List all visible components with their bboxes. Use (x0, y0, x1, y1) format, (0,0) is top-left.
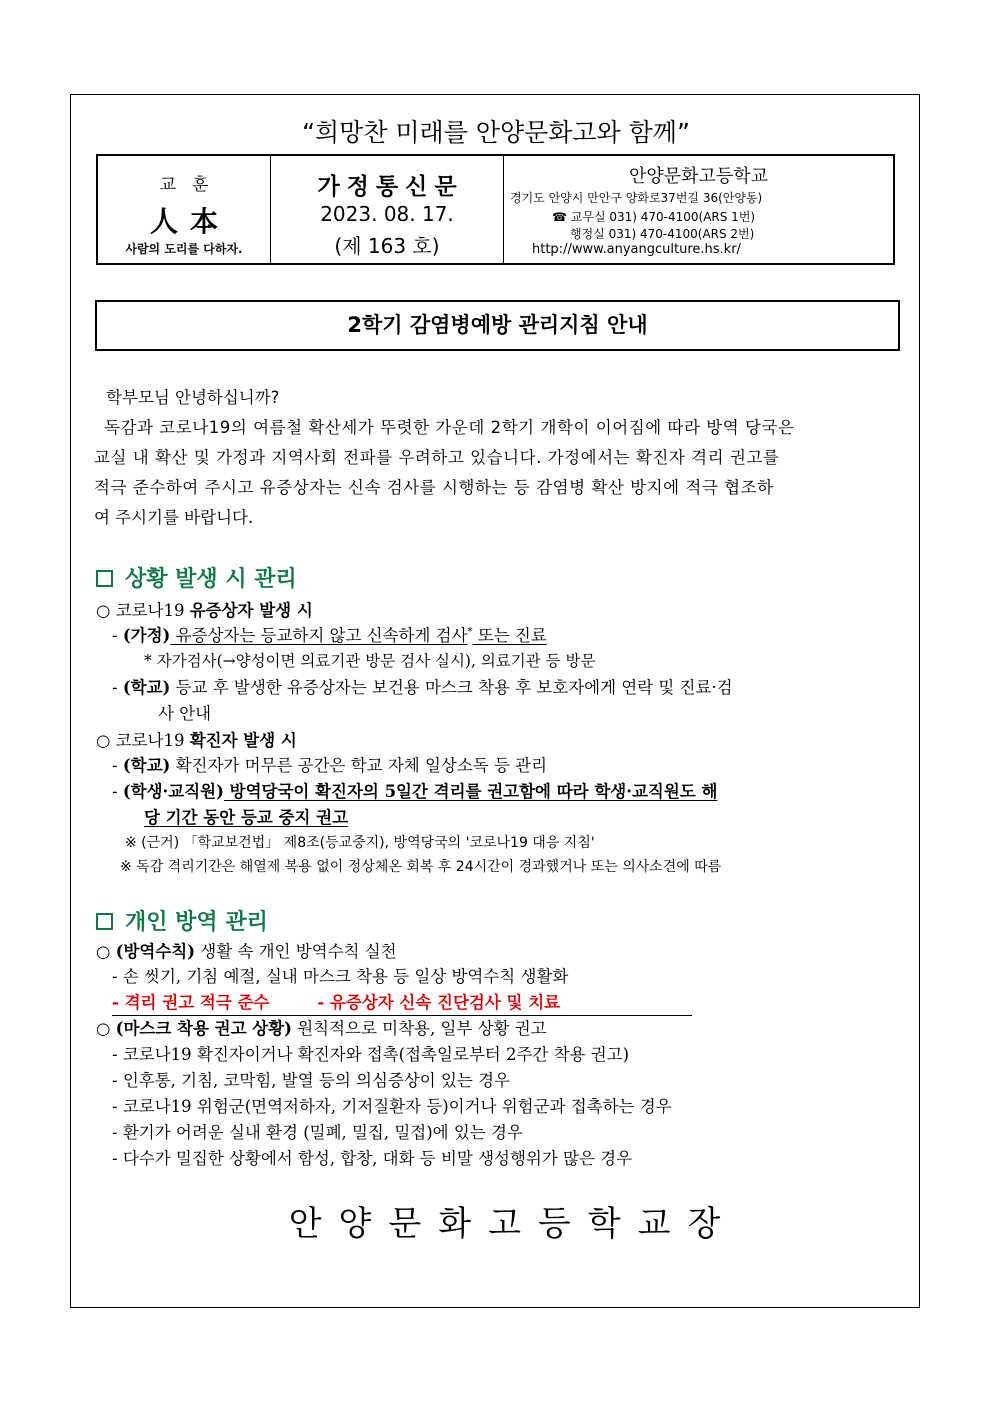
school-info-cell (504, 156, 893, 263)
confirmed-student-item-cont (144, 804, 348, 828)
greeting: 학부모님 안녕하십니까? (106, 388, 280, 407)
publication-cell (271, 156, 504, 263)
symptomatic-school-item-cont: 사 안내 (158, 704, 212, 723)
rules-text: 생활 속 개인 방역수칙 실천 (195, 942, 397, 961)
confirmed-school-item (112, 752, 547, 776)
rules-title (96, 938, 397, 962)
rules-tag: (방역수칙) (115, 942, 196, 961)
student-staff-text: 방역당국이 확진자의 5일간 격리를 권고함에 따라 학생·교직원도 해 (223, 782, 718, 801)
publication-date: 2023. 08. 17. (320, 202, 454, 226)
confirmed-title-prefix: ○ 코로나19 (96, 731, 190, 750)
reference-note-2: ※ 독감 격리기간은 해열제 복용 없이 정상체온 회복 후 24시간이 경과했거나 또는 의사소견에 따름 (120, 859, 722, 875)
symptomatic-title (96, 597, 313, 621)
mask-item: - 코로나19 확진자이거나 확진자와 접촉(접촉일로부터 2주간 착용 권고) (112, 1045, 630, 1064)
rules-red-row (112, 989, 692, 1016)
school-phone-office: ☎ 교무실 031) 470-4100(ARS 1번) (552, 210, 756, 224)
circle-bullet: ○ (96, 1019, 116, 1038)
motto-heading: 교훈 (159, 175, 225, 195)
dash: - (112, 626, 123, 645)
mask-item: - 코로나19 위험군(면역저하자, 기저질환자 등)이거나 위험군과 접촉하는 경우 (112, 1097, 672, 1116)
school-text: 등교 후 발생한 유증상자는 보건용 마스크 착용 후 보호자에게 연락 및 진료·검 (170, 678, 733, 697)
school-phone-admin: 행정실 031) 470-4100(ARS 2번) (570, 227, 755, 241)
mask-item: - 환기가 어려운 실내 환경 (밀폐, 밀집, 밀접)에 있는 경우 (112, 1123, 523, 1142)
checkbox-square-icon (96, 913, 113, 930)
mask-item: - 인후통, 기침, 코막힘, 발열 등의 의심증상이 있는 경우 (112, 1071, 510, 1090)
slogan: “희망찬 미래를 안양문화고와 함께” (302, 118, 690, 147)
dash: - (112, 782, 123, 801)
rules-item-1: - 손 씻기, 기침 예절, 실내 마스크 착용 등 일상 방역수칙 생활화 (112, 967, 569, 986)
confirmed-title (96, 727, 297, 751)
mask-tag: (마스크 착용 권고 상황) (115, 1019, 292, 1038)
isolation-emphasis: - 격리 권고 적극 준수 (112, 993, 270, 1012)
publication-number: (제 163 호) (334, 234, 440, 258)
school-tag: (학교) (122, 678, 171, 697)
symptomatic-school-item (112, 674, 733, 698)
checkbox-square-icon (96, 570, 113, 587)
dash: - (112, 756, 123, 775)
mask-title (96, 1015, 547, 1039)
home-text-2: 또는 진료 (472, 626, 547, 645)
student-staff-tag: (학생·교직원) (122, 782, 224, 801)
symptomatic-title-bold: 유증상자 발생 시 (189, 601, 313, 620)
confirmed-student-item (112, 778, 717, 802)
school-name: 안양문화고등학교 (628, 166, 769, 187)
motto-cell (98, 156, 271, 263)
dash: - (112, 678, 123, 697)
motto: 人本 (149, 205, 230, 238)
intro-line-4: 여 주시기를 바랍니다. (94, 508, 254, 527)
section-situation-heading (96, 562, 297, 593)
motto-sub: 사람의 도리를 다하자. (125, 242, 243, 256)
principal-signature: 안양문화고등학교장 (288, 1204, 738, 1244)
intro-line-3: 적극 준수하여 주시고 유증상자는 신속 검사를 시행하는 등 감염병 확산 방지에 적극 협조하 (94, 478, 774, 497)
section-situation-label: 상황 발생 시 관리 (125, 567, 297, 592)
school-url[interactable]: http://www.anyangculture.hs.kr/ (532, 242, 741, 257)
document-title: 2학기 감염병예방 관리지침 안내 (95, 300, 900, 351)
intro-line-1: 독감과 코로나19의 여름철 확산세가 뚜렷한 가운데 2학기 개학이 이어짐에 따라 방역 당국은 (104, 418, 795, 437)
section-personal-heading (96, 905, 268, 936)
mask-item: - 다수가 밀집한 상황에서 함성, 합창, 대화 등 비말 생성행위가 많은 경우 (112, 1149, 633, 1168)
symptomatic-title-prefix: ○ 코로나19 (96, 601, 190, 620)
student-staff-text-cont: 당 기간 동안 등교 중지 권고 (144, 808, 349, 827)
school-tag: (학교) (122, 756, 171, 775)
mask-text: 원칙적으로 미착용, 일부 상황 권고 (291, 1019, 547, 1038)
circle-bullet: ○ (96, 942, 116, 961)
testing-emphasis: - 유증상자 신속 진단검사 및 치료 (317, 993, 561, 1012)
publication-title: 가정통신문 (317, 174, 464, 200)
intro-line-2: 교실 내 확산 및 가정과 지역사회 전파를 우려하고 있습니다. 가정에서는 확진자 격리 권고를 (94, 448, 780, 467)
self-test-note: * 자가검사(→양성이면 의료기관 방문 검사 실시), 의료기관 등 방문 (144, 652, 596, 670)
symptomatic-home-item (112, 622, 547, 646)
section-personal-label: 개인 방역 관리 (125, 910, 268, 935)
footnote-star: * (467, 626, 473, 638)
school-address: 경기도 안양시 만안구 양화로37번길 36(안양동) (510, 191, 763, 205)
home-text: 유증상자는 등교하지 않고 신속하게 검사 (170, 626, 468, 645)
letterhead (96, 154, 895, 265)
reference-note-1: ※ (근거) 「학교보건법」 제8조(등교중지), 방역당국의 '코로나19 대응 지침' (125, 835, 595, 851)
confirmed-title-bold: 확진자 발생 시 (189, 731, 297, 750)
home-tag: (가정) (122, 626, 171, 645)
school-text: 확진자가 머무른 공간은 학교 자체 일상소독 등 관리 (170, 756, 548, 775)
